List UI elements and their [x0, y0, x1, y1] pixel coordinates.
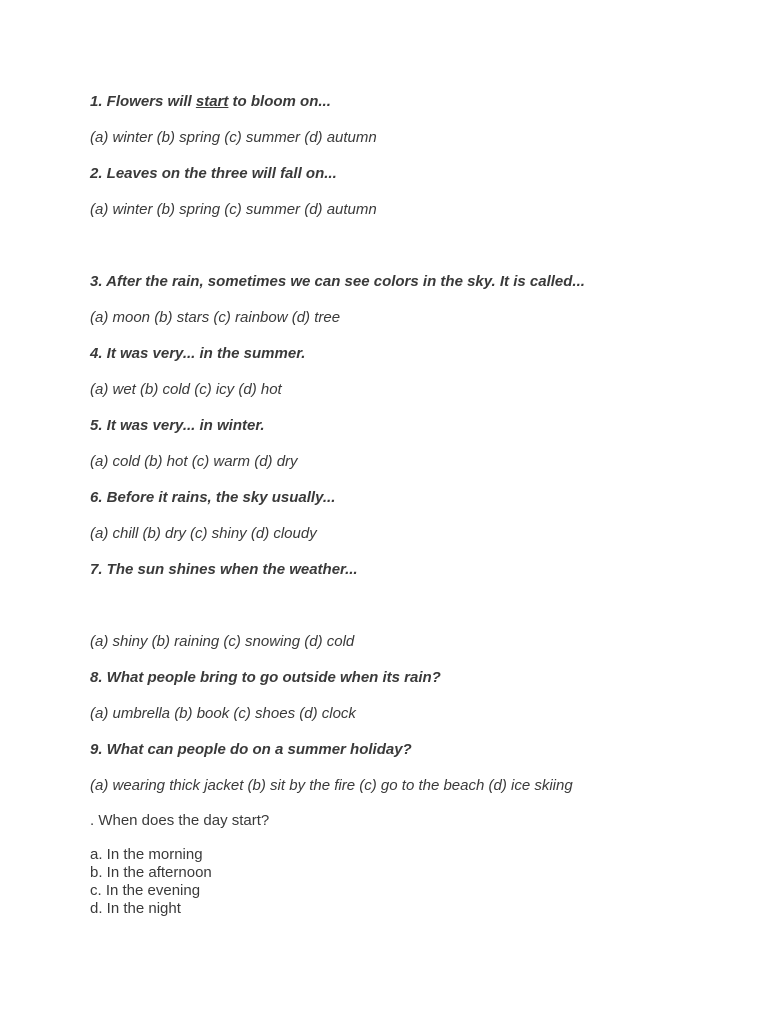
- question-2: 2. Leaves on the three will fall on...: [90, 165, 337, 182]
- question-1-pre: 1. Flowers will: [90, 93, 196, 110]
- question-10: . When does the day start?: [90, 812, 270, 829]
- option-a: a. In the morning: [90, 846, 203, 863]
- question-5: 5. It was very... in winter.: [90, 417, 265, 434]
- worksheet: [90, 92, 730, 918]
- answer-2: (a) winter (b) spring (c) summer (d) autumn: [90, 201, 377, 218]
- question-8: 8. What people bring to go outside when its rain?: [90, 669, 441, 686]
- spacer: [90, 580, 730, 632]
- question-7: 7. The sun shines when the weather...: [90, 561, 358, 578]
- answer-4: (a) wet (b) cold (c) icy (d) hot: [90, 381, 282, 398]
- question-6: 6. Before it rains, the sky usually...: [90, 489, 336, 506]
- answer-7: (a) shiny (b) raining (c) snowing (d) cold: [90, 633, 355, 650]
- answer-3: (a) moon (b) stars (c) rainbow (d) tree: [90, 309, 341, 326]
- question-1-underlined: start: [195, 93, 229, 110]
- spacer: [90, 220, 730, 272]
- question-1: [90, 92, 730, 112]
- answer-5: (a) cold (b) hot (c) warm (d) dry: [90, 453, 298, 470]
- question-9: 9. What can people do on a summer holiday?: [90, 741, 412, 758]
- answer-8: (a) umbrella (b) book (c) shoes (d) clock: [90, 705, 356, 722]
- question-4: 4. It was very... in the summer.: [90, 345, 306, 362]
- question-3: 3. After the rain, sometimes we can see colors in the sky. It is called...: [90, 273, 585, 290]
- answer-1: (a) winter (b) spring (c) summer (d) autumn: [90, 129, 377, 146]
- option-b: b. In the afternoon: [90, 864, 212, 881]
- option-d: d. In the night: [90, 900, 181, 917]
- option-c: c. In the evening: [90, 882, 201, 899]
- question-10-options: [90, 846, 730, 918]
- answer-6: (a) chill (b) dry (c) shiny (d) cloudy: [90, 525, 317, 542]
- question-1-post: to bloom on...: [228, 93, 331, 110]
- answer-9: (a) wearing thick jacket (b) sit by the fire (c) go to the beach (d) ice skiing: [90, 777, 573, 794]
